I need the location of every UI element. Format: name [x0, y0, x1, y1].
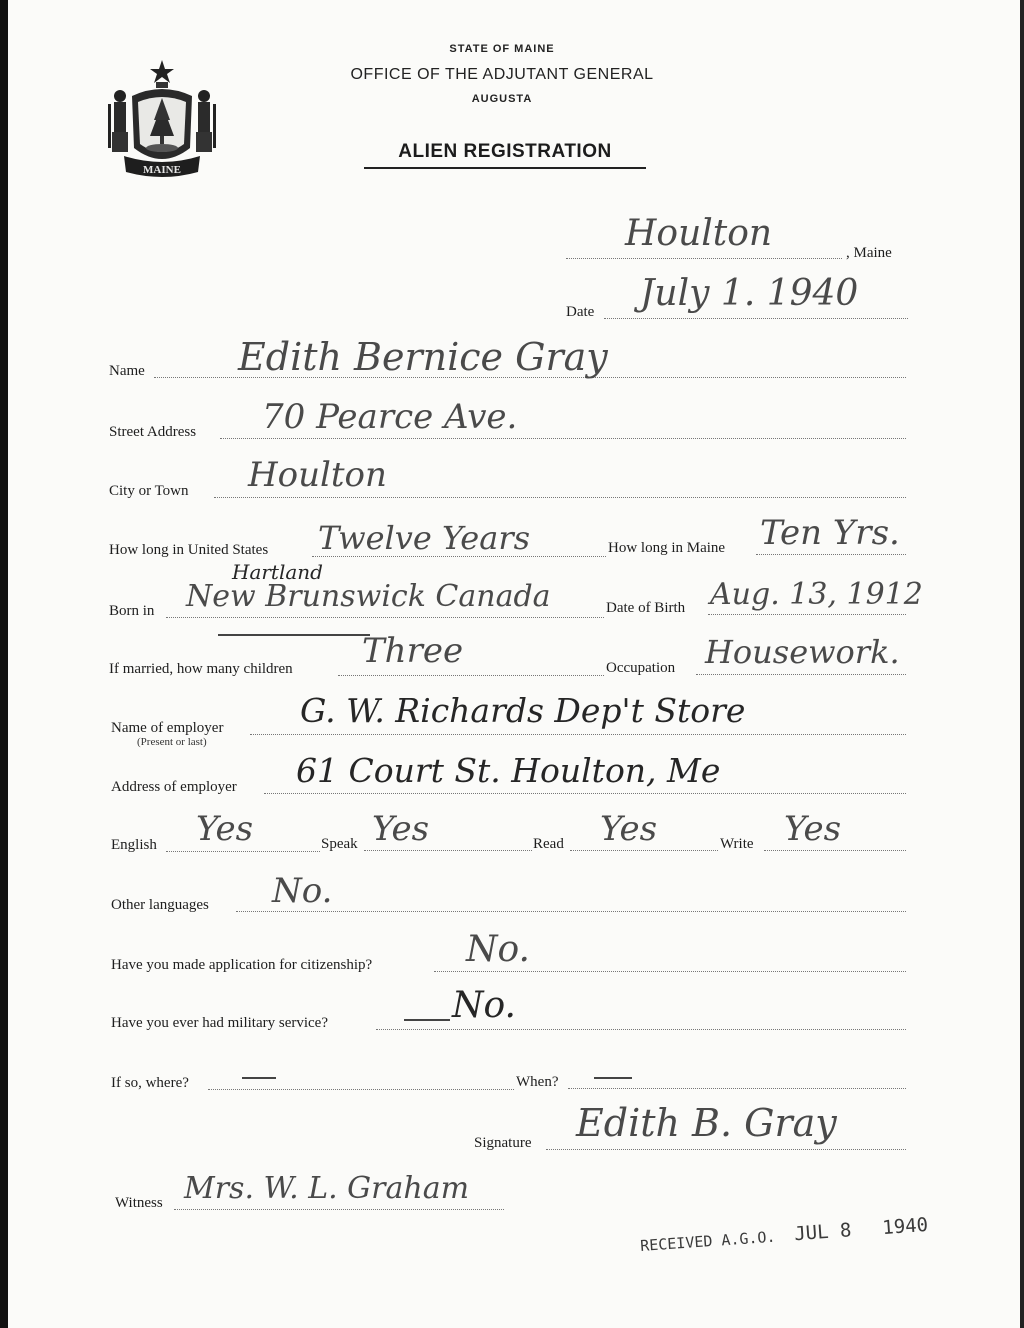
maine-duration-value: Ten Yrs.	[760, 513, 900, 553]
witness-line	[174, 1209, 504, 1210]
other-languages-value: No.	[272, 871, 333, 911]
scan-edge-right	[1020, 0, 1024, 1328]
born-value: New Brunswick Canada	[186, 579, 551, 614]
witness-value: Mrs. W. L. Graham	[184, 1171, 470, 1206]
children-line	[338, 675, 604, 676]
other-languages-label: Other languages	[111, 897, 209, 913]
born-town-value: Hartland	[232, 560, 323, 584]
write-value: Yes	[784, 809, 842, 849]
street-value: 70 Pearce Ave.	[262, 397, 518, 437]
stamp-date: JUL 8	[793, 1219, 853, 1246]
date-label: Date	[566, 304, 595, 320]
date-value: July 1. 1940	[640, 273, 859, 314]
street-line	[220, 438, 906, 439]
dob-value: Aug. 13, 1912	[710, 577, 923, 612]
header-city: AUGUSTA	[471, 93, 533, 105]
born-label: Born in	[109, 603, 155, 619]
military-dash	[404, 1019, 450, 1021]
employer-value: G. W. Richards Dep't Store	[300, 691, 746, 730]
occupation-label: Occupation	[606, 660, 676, 676]
dob-label: Date of Birth	[606, 600, 686, 616]
military-label: Have you ever had military service?	[111, 1015, 328, 1031]
military-value: No.	[452, 985, 516, 1026]
received-stamp	[639, 1214, 928, 1256]
read-line	[570, 850, 718, 851]
write-label: Write	[720, 836, 754, 852]
employer-address-value: 61 Court St. Houlton, Me	[296, 751, 721, 790]
english-value: Yes	[196, 809, 254, 849]
when-label: When?	[516, 1074, 559, 1090]
name-value: Edith Bernice Gray	[238, 335, 608, 379]
when-line	[568, 1088, 906, 1089]
where-line	[208, 1089, 514, 1090]
children-label: If married, how many children	[109, 661, 293, 677]
other-languages-line	[236, 911, 906, 912]
english-line	[166, 851, 320, 852]
when-dash	[594, 1077, 632, 1079]
city-value: Houlton	[248, 455, 387, 495]
scan-edge-left	[0, 0, 8, 1328]
dob-line	[708, 614, 906, 615]
where-label: If so, where?	[111, 1075, 189, 1091]
employer-sublabel: (Present or last)	[137, 736, 207, 748]
speak-value: Yes	[372, 809, 430, 849]
header-office: OFFICE OF THE ADJUTANT GENERAL	[350, 66, 654, 83]
stamp-year: 1940	[881, 1213, 929, 1240]
citizenship-label: Have you made application for citizenship?	[111, 957, 373, 973]
header-state: STATE OF MAINE	[449, 43, 555, 55]
read-label: Read	[533, 836, 564, 852]
maine-duration-label: How long in Maine	[608, 540, 726, 556]
employer-line	[250, 734, 906, 735]
employer-label: Name of employer	[111, 720, 224, 736]
employer-address-label: Address of employer	[111, 779, 237, 795]
english-label: English	[111, 837, 157, 853]
children-value: Three	[362, 631, 464, 671]
city-line	[214, 497, 906, 498]
signature-label: Signature	[474, 1135, 532, 1151]
form-title: ALIEN REGISTRATION	[364, 141, 646, 169]
occupation-line	[696, 674, 906, 675]
date-line	[604, 318, 908, 319]
street-label: Street Address	[109, 424, 197, 440]
born-line	[166, 617, 604, 618]
where-dash	[242, 1077, 276, 1079]
signature-line	[546, 1149, 906, 1150]
citizenship-line	[434, 971, 906, 972]
place-line	[566, 258, 842, 259]
seal-banner-text: MAINE	[143, 164, 181, 176]
read-value: Yes	[600, 809, 658, 849]
place-suffix-label: , Maine	[846, 245, 892, 261]
us-duration-label: How long in United States	[109, 542, 269, 558]
speak-line	[364, 850, 532, 851]
signature-value: Edith B. Gray	[576, 1101, 837, 1145]
write-line	[764, 850, 906, 851]
employer-address-line	[264, 793, 906, 794]
strike-line	[218, 634, 370, 636]
city-label: City or Town	[109, 483, 189, 499]
place-value: Houlton	[625, 213, 773, 254]
occupation-value: Housework.	[705, 633, 900, 671]
stamp-received: RECEIVED A.G.O.	[639, 1227, 777, 1256]
military-line	[376, 1029, 906, 1030]
citizenship-value: No.	[466, 929, 530, 970]
name-label: Name	[109, 363, 145, 379]
speak-label: Speak	[321, 836, 358, 852]
maine-duration-line	[756, 554, 906, 555]
witness-label: Witness	[115, 1195, 163, 1211]
us-duration-value: Twelve Years	[318, 519, 531, 557]
